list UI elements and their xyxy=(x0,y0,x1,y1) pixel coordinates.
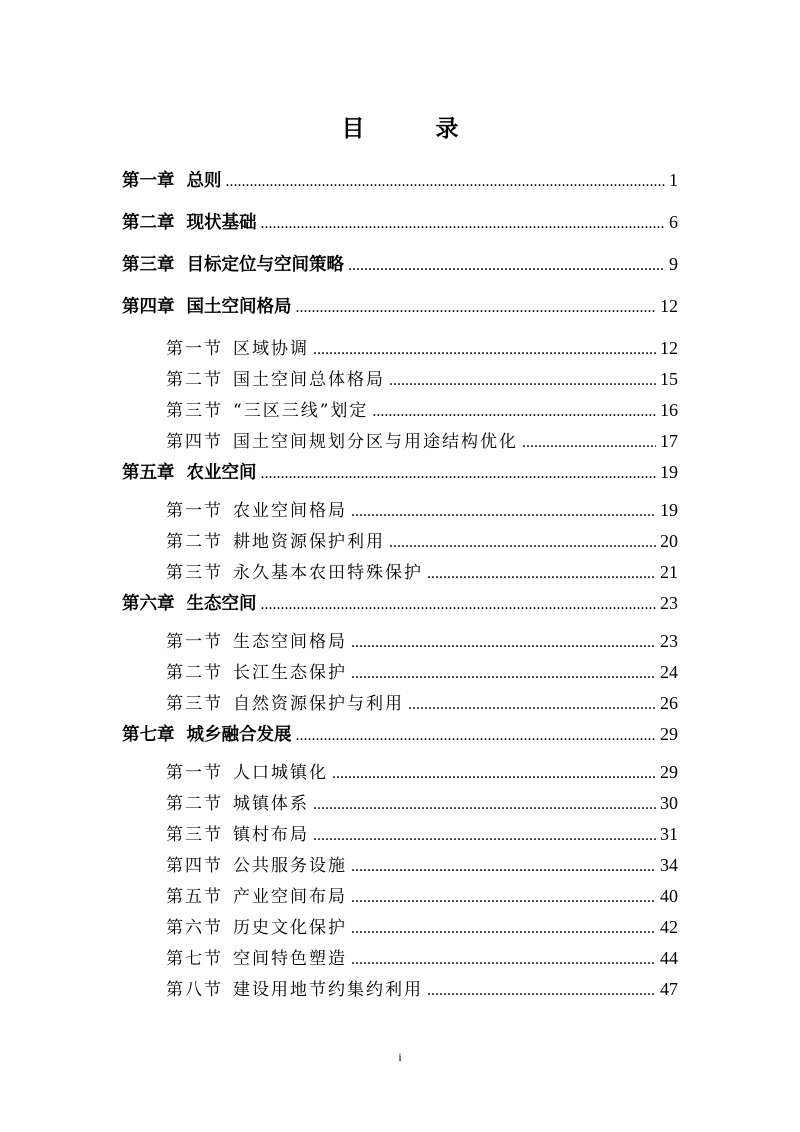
toc-page-number: 9 xyxy=(669,254,678,274)
dot-leader xyxy=(348,254,665,278)
toc-page-number: 1 xyxy=(669,170,678,190)
section-number: 第五节 xyxy=(166,887,223,907)
toc-section-entry[interactable] xyxy=(122,975,678,1006)
toc-section-entry[interactable] xyxy=(122,427,678,458)
toc-entry-label xyxy=(122,253,344,277)
dot-leader xyxy=(351,855,656,879)
dot-leader xyxy=(389,531,656,555)
section-number: 第一节 xyxy=(166,763,223,783)
toc-section-entry[interactable] xyxy=(122,913,678,944)
chapter-number: 第四章 xyxy=(122,297,175,317)
section-title: 永久基本农田特殊保护 xyxy=(233,563,423,583)
section-title: 国土空间总体格局 xyxy=(233,370,385,390)
toc-section-entry[interactable] xyxy=(122,944,678,975)
chapter-title: 现状基础 xyxy=(186,213,257,233)
toc-page-number: 15 xyxy=(660,369,678,389)
toc-title: 目 录 xyxy=(341,116,483,142)
toc-entry-label xyxy=(166,368,385,392)
toc-entry-label xyxy=(166,885,347,909)
toc-section-entry[interactable] xyxy=(122,627,678,658)
toc-page-number: 19 xyxy=(660,462,678,482)
section-number: 第三节 xyxy=(166,694,223,714)
section-number: 第一节 xyxy=(166,501,223,521)
toc-entry-label xyxy=(166,978,423,1002)
section-title: 镇村布局 xyxy=(233,825,309,845)
toc-entry-label xyxy=(166,823,309,847)
section-title: 建设用地节约集约利用 xyxy=(233,980,423,1000)
chapter-title: 国土空间格局 xyxy=(186,297,292,317)
toc-chapter-entry[interactable] xyxy=(122,166,678,208)
dot-leader xyxy=(351,631,656,655)
section-number: 第三节 xyxy=(166,401,223,421)
dot-leader xyxy=(351,662,656,686)
section-number: 第一节 xyxy=(166,632,223,652)
toc-page-number: 44 xyxy=(660,948,678,968)
toc-page-number: 31 xyxy=(660,824,678,844)
dot-leader xyxy=(351,886,656,910)
toc-entry-label xyxy=(166,399,368,423)
toc-chapter-entry[interactable] xyxy=(122,720,678,758)
toc-chapter-entry[interactable] xyxy=(122,208,678,250)
toc-entry-label xyxy=(122,461,257,485)
toc-page-number: 26 xyxy=(660,693,678,713)
toc-entry-label xyxy=(166,661,347,685)
toc-page-number: 24 xyxy=(660,662,678,682)
toc-page-number: 21 xyxy=(660,562,678,582)
toc-page-number: 47 xyxy=(660,979,678,999)
toc-page-number: 12 xyxy=(660,296,678,316)
toc-entry-label xyxy=(122,295,292,319)
dot-leader xyxy=(296,724,657,748)
chapter-title: 城乡融合发展 xyxy=(186,725,292,745)
toc-page-number: 40 xyxy=(660,886,678,906)
toc-section-entry[interactable] xyxy=(122,658,678,689)
section-title: 空间特色塑造 xyxy=(233,949,347,969)
toc-chapter-entry[interactable] xyxy=(122,250,678,292)
section-number: 第三节 xyxy=(166,563,223,583)
toc-section-entry[interactable] xyxy=(122,558,678,589)
section-title: 自然资源保护与利用 xyxy=(233,694,404,714)
toc-entry-label xyxy=(122,169,222,193)
dot-leader xyxy=(372,400,656,424)
section-number: 第二节 xyxy=(166,663,223,683)
toc-section-entry[interactable] xyxy=(122,882,678,913)
toc-page-number: 34 xyxy=(660,855,678,875)
toc-section-entry[interactable] xyxy=(122,851,678,882)
section-title: 人口城镇化 xyxy=(233,763,328,783)
toc-chapter-entry[interactable] xyxy=(122,458,678,496)
dot-leader xyxy=(226,170,666,194)
toc-entry-label xyxy=(122,592,257,616)
toc-entry-label xyxy=(166,947,347,971)
section-number: 第一节 xyxy=(166,339,223,359)
table-of-contents xyxy=(122,166,678,1006)
toc-section-entry[interactable] xyxy=(122,758,678,789)
toc-entry-label xyxy=(166,854,347,878)
toc-page-number: 42 xyxy=(660,917,678,937)
toc-page-number: 16 xyxy=(660,400,678,420)
toc-entry-label xyxy=(166,337,309,361)
dot-leader xyxy=(351,500,656,524)
section-title: 生态空间格局 xyxy=(233,632,347,652)
section-number: 第七节 xyxy=(166,949,223,969)
toc-entry-label xyxy=(166,792,309,816)
section-title: “三区三线”划定 xyxy=(233,401,369,421)
dot-leader xyxy=(313,793,656,817)
section-number: 第四节 xyxy=(166,856,223,876)
toc-page-number: 12 xyxy=(660,338,678,358)
dot-leader xyxy=(408,693,656,717)
dot-leader xyxy=(351,948,656,972)
section-number: 第三节 xyxy=(166,825,223,845)
toc-entry-label xyxy=(166,630,347,654)
toc-entry-label xyxy=(166,761,328,785)
section-number: 第八节 xyxy=(166,980,223,1000)
dot-leader xyxy=(332,762,656,786)
toc-entry-label xyxy=(166,530,385,554)
toc-section-entry[interactable] xyxy=(122,527,678,558)
toc-entry-label xyxy=(122,211,257,235)
section-title: 农业空间格局 xyxy=(233,501,347,521)
chapter-number: 第五章 xyxy=(122,463,175,483)
toc-section-entry[interactable] xyxy=(122,334,678,365)
toc-page-number: 30 xyxy=(660,793,678,813)
toc-page-number: 23 xyxy=(660,631,678,651)
toc-page-number: 20 xyxy=(660,531,678,551)
dot-leader xyxy=(313,338,656,362)
toc-entry-label xyxy=(166,561,423,585)
dot-leader xyxy=(351,917,656,941)
chapter-number: 第三章 xyxy=(122,255,175,275)
toc-entry-label xyxy=(166,916,347,940)
section-number: 第二节 xyxy=(166,370,223,390)
dot-leader xyxy=(427,562,656,586)
section-title: 历史文化保护 xyxy=(233,918,347,938)
chapter-title: 农业空间 xyxy=(186,463,257,483)
toc-page-number: 29 xyxy=(660,724,678,744)
dot-leader xyxy=(522,431,656,455)
toc-section-entry[interactable] xyxy=(122,689,678,720)
section-title: 产业空间布局 xyxy=(233,887,347,907)
dot-leader xyxy=(427,979,656,1003)
dot-leader xyxy=(313,824,656,848)
chapter-number: 第二章 xyxy=(122,213,175,233)
section-title: 国土空间规划分区与用途结构优化 xyxy=(233,432,518,452)
section-title: 耕地资源保护利用 xyxy=(233,532,385,552)
section-number: 第六节 xyxy=(166,918,223,938)
dot-leader xyxy=(261,212,666,236)
dot-leader xyxy=(261,593,657,617)
chapter-number: 第六章 xyxy=(122,594,175,614)
toc-section-entry[interactable] xyxy=(122,820,678,851)
toc-entry-label xyxy=(166,430,518,454)
dot-leader xyxy=(296,296,657,320)
dot-leader xyxy=(261,462,657,486)
toc-entry-label xyxy=(166,499,347,523)
chapter-number: 第七章 xyxy=(122,725,175,745)
toc-entry-label xyxy=(166,692,404,716)
section-number: 第四节 xyxy=(166,432,223,452)
toc-chapter-entry[interactable] xyxy=(122,589,678,627)
toc-chapter-entry[interactable] xyxy=(122,292,678,334)
section-title: 长江生态保护 xyxy=(233,663,347,683)
toc-page-number: 6 xyxy=(669,212,678,232)
toc-section-entry[interactable] xyxy=(122,396,678,427)
dot-leader xyxy=(389,369,656,393)
section-title: 公共服务设施 xyxy=(233,856,347,876)
toc-section-entry[interactable] xyxy=(122,496,678,527)
section-title: 城镇体系 xyxy=(233,794,309,814)
page-number: i xyxy=(398,1050,402,1064)
toc-section-entry[interactable] xyxy=(122,365,678,396)
toc-page-number: 17 xyxy=(660,431,678,451)
chapter-number: 第一章 xyxy=(122,171,175,191)
toc-section-entry[interactable] xyxy=(122,789,678,820)
toc-page-number: 29 xyxy=(660,762,678,782)
toc-page-number: 23 xyxy=(660,593,678,613)
toc-entry-label xyxy=(122,723,292,747)
chapter-title: 生态空间 xyxy=(186,594,257,614)
section-title: 区域协调 xyxy=(233,339,309,359)
section-number: 第二节 xyxy=(166,532,223,552)
section-number: 第二节 xyxy=(166,794,223,814)
toc-page-number: 19 xyxy=(660,500,678,520)
chapter-title: 总则 xyxy=(186,171,222,191)
chapter-title: 目标定位与空间策略 xyxy=(186,255,344,275)
